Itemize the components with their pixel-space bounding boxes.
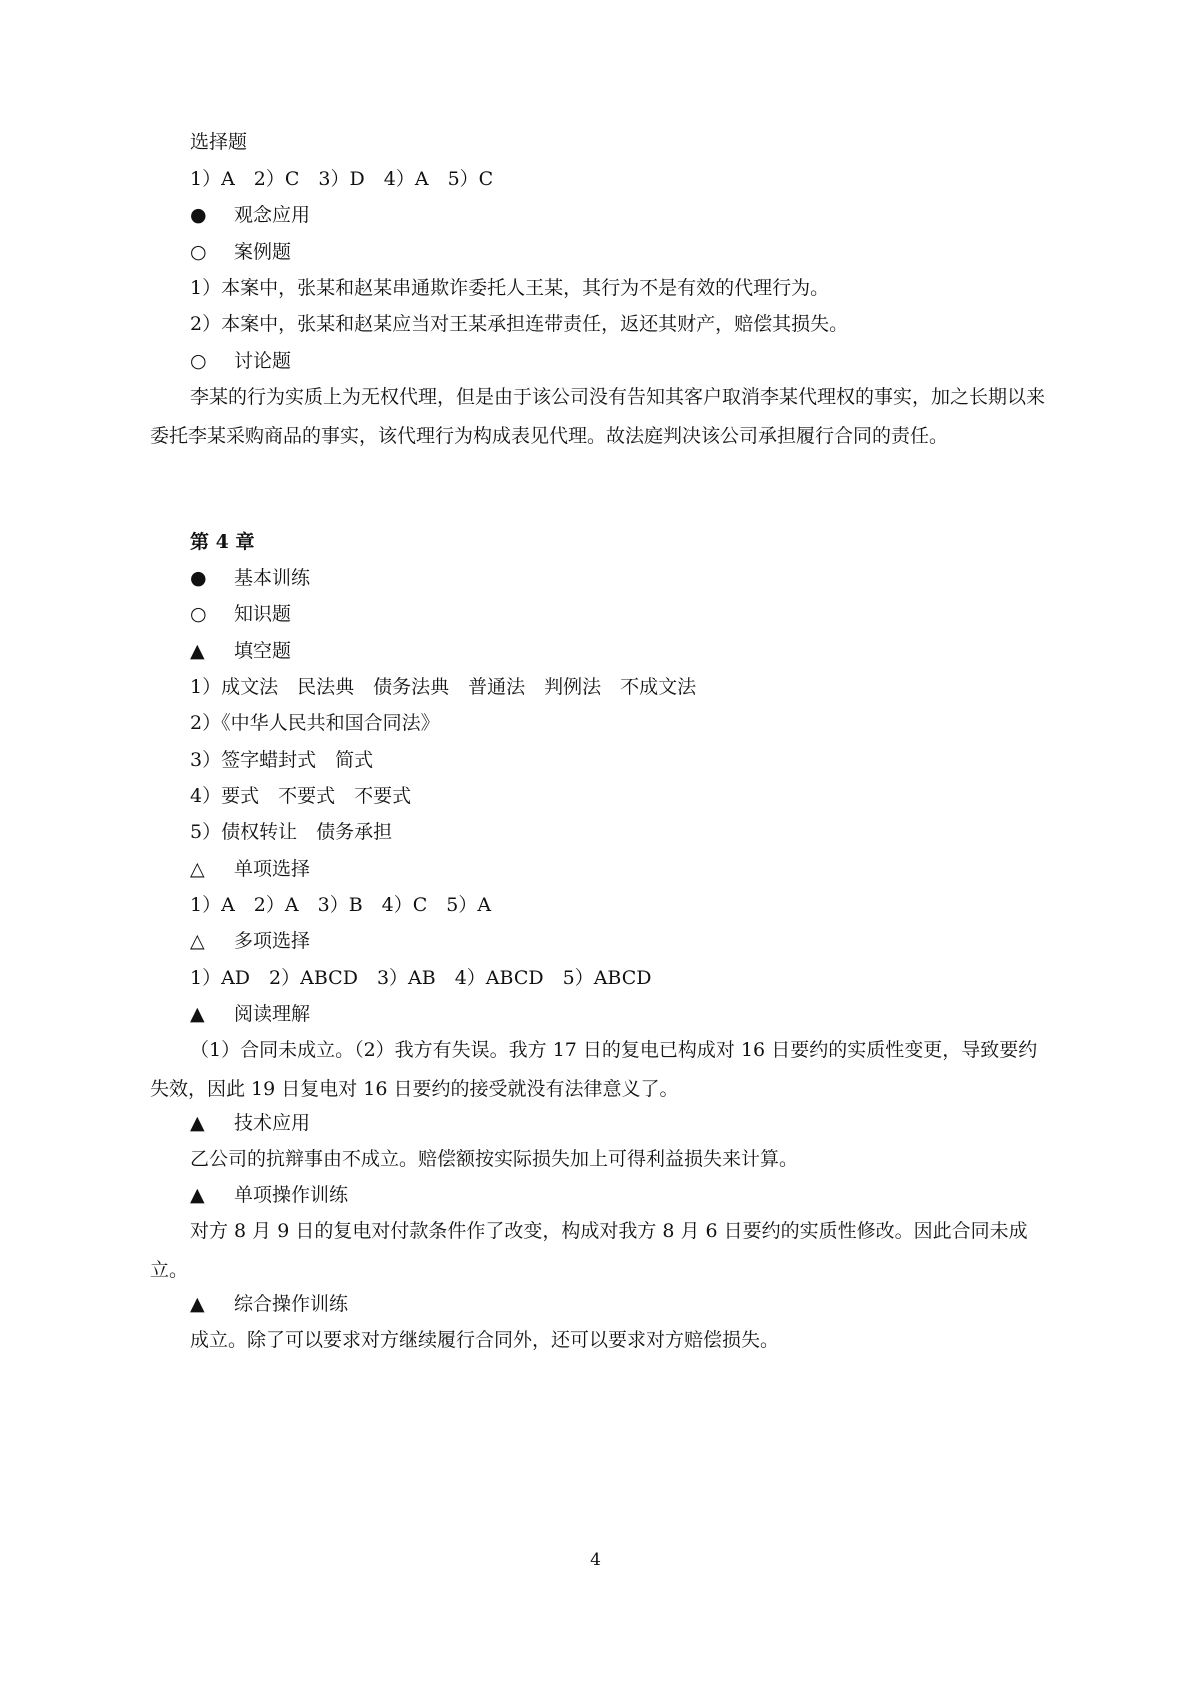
answer-line: 1）本案中，张某和赵某串通欺诈委托人王某，其行为不是有效的代理行为。	[190, 277, 830, 299]
filled-circle-bullet-icon: ●	[190, 567, 207, 589]
section-basic-training: ● 基本训练	[190, 567, 311, 589]
chapter-heading: 第 4 章	[190, 531, 255, 553]
answer-line: 1）AD 2）ABCD 3）AB 4）ABCD 5）ABCD	[190, 967, 652, 989]
subsection-case-study: ○ 案例题	[190, 241, 292, 263]
single-operation-answer-paragraph: 对方 8 月 9 日的复电对付款条件作了改变，构成对我方 8 月 6 日要约的实质性修改。因此合同未成立。	[150, 1220, 1028, 1281]
subsection-discussion: ○ 讨论题	[190, 350, 292, 372]
item-comprehensive-operation-training: ▲ 综合操作训练	[190, 1293, 349, 1315]
hollow-triangle-bullet-icon: △	[190, 930, 205, 952]
filled-triangle-bullet-icon: ▲	[190, 1184, 205, 1206]
hollow-circle-bullet-icon: ○	[190, 241, 207, 263]
page-number: 4	[590, 1550, 601, 1570]
reading-answer-paragraph: （1）合同未成立。（2）我方有失误。我方 17 日的复电已构成对 16 日要约的实质性变更，导致要约失效，因此 19 日复电对 16 日要约的接受就没有法律意义了。	[150, 1039, 1038, 1100]
item-technical-application: ▲ 技术应用	[190, 1112, 311, 1134]
answer-line: 5）债权转让 债务承担	[190, 821, 393, 843]
filled-triangle-bullet-icon: ▲	[190, 640, 205, 662]
heading-multiple-choice: 选择题	[190, 131, 248, 153]
subsection-knowledge: ○ 知识题	[190, 603, 292, 625]
item-multiple-choice: △ 多项选择	[190, 930, 311, 952]
item-reading-comprehension: ▲ 阅读理解	[190, 1003, 311, 1025]
answer-line: 1）A 2）C 3）D 4）A 5）C	[190, 168, 494, 190]
hollow-circle-bullet-icon: ○	[190, 603, 207, 625]
filled-circle-bullet-icon: ●	[190, 204, 207, 226]
answer-line: 3）签字蜡封式 简式	[190, 749, 374, 771]
item-single-choice: △ 单项选择	[190, 858, 311, 880]
answer-line: 4）要式 不要式 不要式	[190, 785, 412, 807]
filled-triangle-bullet-icon: ▲	[190, 1293, 205, 1315]
answer-line: 1）A 2）A 3）B 4）C 5）A	[190, 894, 492, 916]
hollow-circle-bullet-icon: ○	[190, 350, 207, 372]
item-fill-in-blank: ▲ 填空题	[190, 640, 292, 662]
answer-line: 乙公司的抗辩事由不成立。赔偿额按实际损失加上可得利益损失来计算。	[190, 1148, 799, 1170]
filled-triangle-bullet-icon: ▲	[190, 1112, 205, 1134]
discussion-answer-paragraph: 李某的行为实质上为无权代理，但是由于该公司没有告知其客户取消李某代理权的事实，加之长期以来委托李某采购商品的事实，该代理行为构成表见代理。故法庭判决该公司承担履行合同的责任。	[150, 386, 1046, 447]
filled-triangle-bullet-icon: ▲	[190, 1003, 205, 1025]
answer-line: 2）本案中，张某和赵某应当对王某承担连带责任，返还其财产，赔偿其损失。	[190, 313, 849, 335]
answer-line: 1）成文法 民法典 债务法典 普通法 判例法 不成文法	[190, 676, 697, 698]
item-single-operation-training: ▲ 单项操作训练	[190, 1184, 349, 1206]
hollow-triangle-bullet-icon: △	[190, 858, 205, 880]
answer-line: 成立。除了可以要求对方继续履行合同外，还可以要求对方赔偿损失。	[190, 1329, 780, 1351]
section-concept-application: ● 观念应用	[190, 204, 311, 226]
answer-line: 2）《中华人民共和国合同法》	[190, 712, 440, 734]
